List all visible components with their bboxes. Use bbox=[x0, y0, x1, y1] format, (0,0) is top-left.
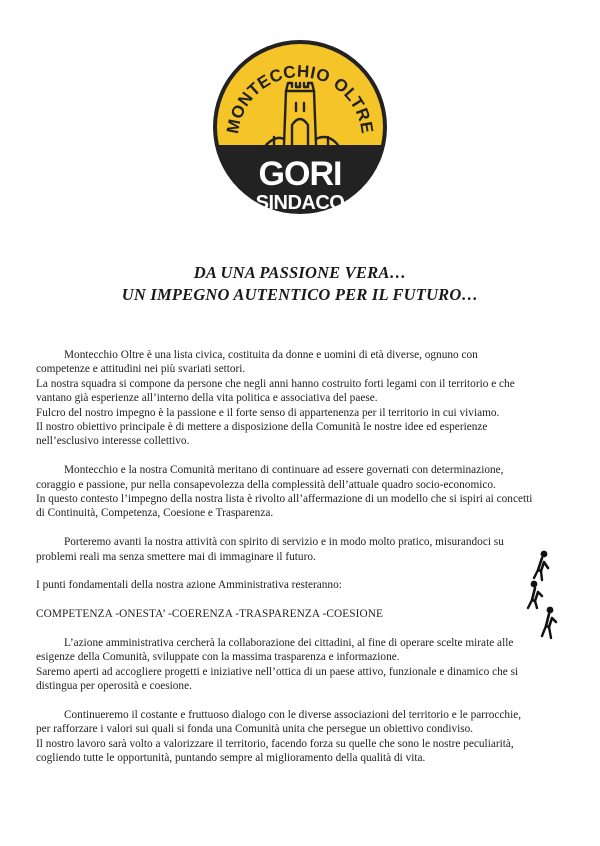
logo-candidate-name: GORI bbox=[258, 155, 342, 193]
text-line: cogliendo tutte le opportunità, puntando sempre al miglioramento della qualità di vita. bbox=[36, 752, 426, 765]
paragraph-1 bbox=[36, 348, 568, 449]
text-line: problemi reali ma senza smettere mai di immaginare il futuro. bbox=[36, 550, 316, 563]
text-line: esigenze della Comunità, sviluppate con la massima trasparenza e informazione. bbox=[36, 651, 400, 664]
text-line: di Continuità, Competenza, Coesione e Trasparenza. bbox=[36, 507, 274, 520]
text-line: Continueremo il costante e fruttuoso dialogo con le diverse associazioni del territorio e le parrocchie, bbox=[64, 709, 522, 722]
headline bbox=[0, 262, 600, 306]
logo-role: SINDACO bbox=[255, 192, 345, 214]
logo-emblem bbox=[212, 39, 388, 239]
text-line: COMPETENZA -ONESTA’ -COERENZA -TRASPARENZA -COESIONE bbox=[36, 608, 383, 621]
paragraph-6 bbox=[36, 636, 568, 694]
text-line: Montecchio e la nostra Comunità meritano di continuare ad essere governati con determinazione, bbox=[64, 464, 504, 477]
text-line: Saremo aperti ad accogliere progetti e iniziative nell’ottica di un paese attivo, funzionale e dinamico che si bbox=[36, 665, 519, 678]
paragraph-3 bbox=[36, 535, 568, 564]
text-line: L’azione amministrativa cercherà la collaborazione dei cittadini, al fine di operare scelte mirate alle bbox=[64, 637, 514, 650]
headline-line-1: DA UNA PASSIONE VERA… bbox=[193, 263, 407, 282]
text-line: vantano già esperienze all’interno della vita politica e associativa del paese. bbox=[36, 392, 378, 405]
campaign-logo bbox=[212, 39, 388, 239]
manifesto-body bbox=[36, 348, 568, 766]
climbing-figures-icon bbox=[524, 548, 564, 640]
core-values bbox=[36, 607, 568, 621]
paragraph-4 bbox=[36, 578, 568, 592]
text-line: Il nostro obiettivo principale è di mettere a disposizione della Comunità le nostre idee ed esperienze bbox=[36, 421, 488, 434]
text-line: Fulcro del nostro impegno è la passione e il forte senso di appartenenza per il territorio in cui viviamo. bbox=[36, 406, 500, 419]
text-line: Porteremo avanti la nostra attività con spirito di servizio e in modo molto pratico, misurandoci su bbox=[64, 536, 504, 549]
text-line: per rafforzare i valori sui quali si fonda una Comunità unita che persegue un obiettivo condiviso. bbox=[36, 723, 474, 736]
text-line: competenze e attitudini nei più svariati settori. bbox=[36, 363, 246, 376]
text-line: Il nostro lavoro sarà volto a valorizzare il territorio, facendo forza su quelle che sono le nostre peculiarità, bbox=[36, 737, 514, 750]
text-line: La nostra squadra si compone da persone che negli anni hanno costruito forti legami con il territorio e che bbox=[36, 377, 515, 390]
text-line: Montecchio Oltre è una lista civica, costituita da donne e uomini di età diverse, ognuno con bbox=[64, 349, 478, 361]
headline-line-2: UN IMPEGNO AUTENTICO PER IL FUTURO… bbox=[121, 285, 479, 304]
logo-ring-text: MONTECCHIO OLTRE bbox=[223, 61, 377, 136]
text-line: In questo contesto l’impegno della nostra lista è rivolto all’affermazione di un modello che si ispiri ai concetti bbox=[36, 493, 533, 506]
text-line: nell’esclusivo interesse collettivo. bbox=[36, 435, 190, 448]
text-line: I punti fondamentali della nostra azione Amministrativa resteranno: bbox=[36, 579, 342, 592]
text-line: distingua per operosità e coesione. bbox=[36, 680, 192, 693]
text-line: coraggio e passione, pur nella consapevolezza della complessità dell’attuale quadro socio-economico. bbox=[36, 478, 496, 491]
paragraph-2 bbox=[36, 463, 568, 521]
paragraph-7 bbox=[36, 708, 568, 766]
